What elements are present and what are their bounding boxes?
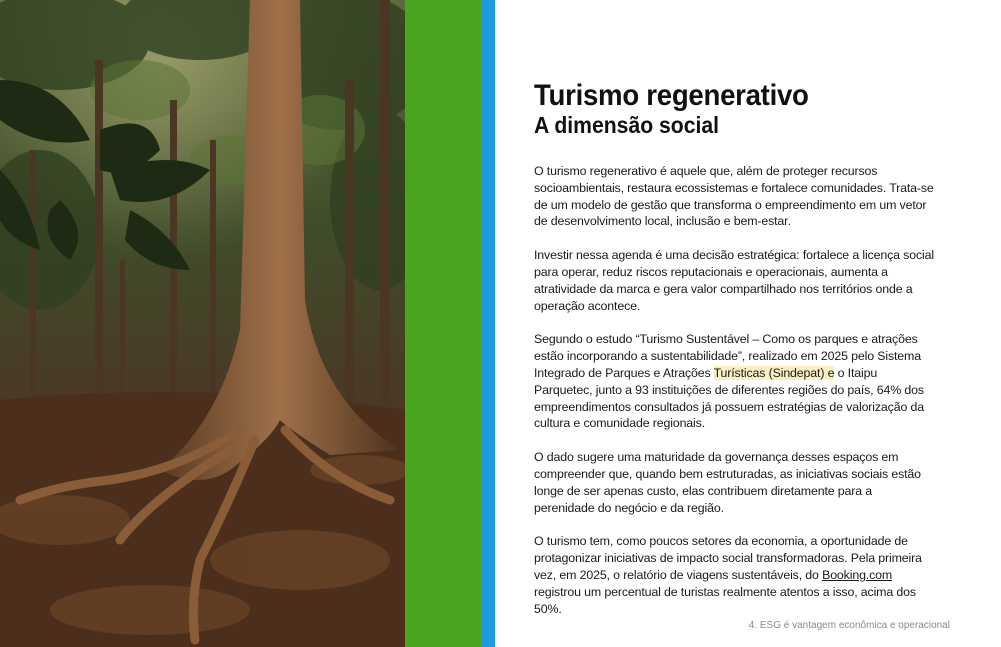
paragraph-3 — [534, 331, 934, 432]
green-stripe — [405, 0, 481, 647]
paragraph-3-start: Segundo o estudo “Turismo Sustentável – Como os parques e atrações estão incorporando a sustentabilidade”, realizado em 2025 pelo Sistema Integrado de Parques e Atrações — [534, 332, 921, 380]
page-subtitle: A dimensão social — [534, 112, 720, 138]
paragraph-2: Investir nessa agenda é uma decisão estratégica: fortalece a licença social para operar, reduz riscos reputacionais e operacionais, aumenta a atratividade da marca e gera valor compartilhado nos territórios onde a operação acontece. — [534, 248, 934, 313]
blue-stripe — [481, 0, 495, 647]
paragraph-4: O dado sugere uma maturidade da governança desses espaços em compreender que, quando bem estruturadas, as iniciativas sociais estão longe de ser apenas custo, elas contribuem diretamente para a perenidade do negócio e da região. — [534, 450, 921, 515]
page-footer: 4. ESG é vantagem econômica e operacional — [748, 620, 950, 631]
paragraph-5-end: registrou um percentual de turistas realmente atentos a isso, acima dos 50%. — [534, 584, 916, 616]
paragraph-3-end: o Itaipu Parquetec, junto a 93 instituições de diferentes regiões do país, 64% dos empreendimentos consultados já possuem estratégias de valorização da cultura e comunidade regionais. — [534, 365, 924, 431]
forest-illustration — [0, 0, 405, 647]
highlighted-text: Turísticas (Sindepat) e — [713, 365, 835, 380]
forest-photo — [0, 0, 405, 647]
booking-link[interactable]: Booking.com — [822, 567, 893, 582]
paragraph-5 — [534, 533, 934, 617]
paragraph-5-start: O turismo tem, como poucos setores da economia, a oportunidade de protagonizar iniciativas de impacto social transformadoras. Pela primeira vez, em 2025, o relatório de viagens sustentáveis, do — [534, 534, 922, 582]
paragraph-1: O turismo regenerativo é aquele que, além de proteger recursos socioambientais, restaura ecossistemas e fortalece comunidades. Trata-se de um modelo de gestão que transforma o empreendimento em um vetor de desenvolvimento local, inclusão e bem-estar. — [534, 164, 934, 229]
article-body — [534, 163, 934, 617]
article — [534, 80, 934, 634]
page-title: Turismo regenerativo — [534, 79, 809, 112]
